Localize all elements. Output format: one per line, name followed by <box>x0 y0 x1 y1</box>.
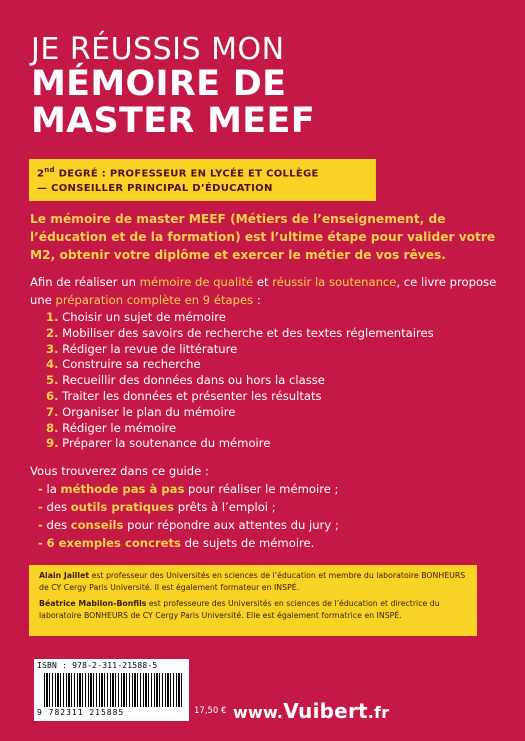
title-line-3: MASTER MEEF <box>31 101 315 141</box>
guide-item-post: pour réaliser le mémoire ; <box>184 482 339 496</box>
title-line-1: JE RÉUSSIS MON <box>31 32 285 67</box>
step-item <box>46 357 434 373</box>
step-number: 5. <box>46 373 59 388</box>
guide-item <box>30 480 339 498</box>
author-description: est professeure des Universités en sciences de l’éducation et directrice du laboratoire BONHEURS de CY Cergy Paris Université. Elle est également formatrice en INSPÉ. <box>39 599 440 620</box>
steps-list <box>46 310 434 452</box>
step-number: 2. <box>46 325 59 340</box>
guide-item-bold: outils pratiques <box>70 500 175 514</box>
step-number: 3. <box>46 341 59 356</box>
book-title <box>31 34 315 140</box>
authors-box <box>29 565 477 636</box>
barcode-box <box>34 659 189 721</box>
step-text: Construire sa recherche <box>62 357 201 372</box>
title-line-2: MÉMOIRE DE <box>31 64 287 104</box>
step-text: Recueillir des données dans ou hors la classe <box>62 373 325 388</box>
price: 17,50 € <box>194 706 227 716</box>
intro-text-1: Afin de réaliser un <box>30 275 140 289</box>
guide-item-post: prêts à l’emploi ; <box>174 500 276 514</box>
guide-item-bold: méthode pas à pas <box>60 482 185 496</box>
logo-www: www. <box>233 703 284 722</box>
step-text: Traiter les données et présenter les résultats <box>62 388 322 403</box>
barcode-icon <box>44 673 184 707</box>
step-number: 9. <box>46 436 59 451</box>
intro-text-2: et <box>253 275 273 289</box>
step-item <box>46 436 434 452</box>
intro-highlight-1: mémoire de qualité <box>139 275 254 289</box>
step-number: 4. <box>46 357 59 372</box>
step-item <box>46 342 434 358</box>
guide-item-post: pour répondre aux attentes du jury ; <box>123 518 339 532</box>
degree-superscript: nd <box>44 166 55 174</box>
guide-item <box>30 516 339 534</box>
author-name: Alain Jaillet <box>39 571 90 580</box>
dash-bullet: - <box>38 518 43 532</box>
intro-text-3: , ce livre propose une <box>30 275 497 307</box>
step-number: 1. <box>46 310 59 324</box>
degree-number: 2 <box>37 168 45 180</box>
step-item <box>46 326 434 342</box>
author-description: est professeur des Universités en sciences de l’éducation et membre du laboratoire BONHEURS de CY Cergy Paris Université. Il est également formateur en INSPÉ. <box>39 571 466 592</box>
guide-item-bold: conseils <box>70 518 124 532</box>
step-item <box>46 421 434 437</box>
intro-paragraph <box>30 273 500 309</box>
isbn-label: ISBN : 978-2-311-21588-5 <box>37 661 158 670</box>
step-text: Choisir un sujet de mémoire <box>62 310 226 324</box>
logo-brand: Vuibert <box>283 699 368 723</box>
intro-highlight-2: réussir la soutenance <box>272 275 397 289</box>
barcode-number: 9 782311 215885 <box>37 708 125 717</box>
logo-tld: .fr <box>367 703 390 722</box>
intro-text-4: : <box>253 293 261 307</box>
guide-item-pre: des <box>46 518 71 532</box>
degree-text: DEGRÉ : PROFESSEUR EN LYCÉE ET COLLÈGE <box>54 168 319 180</box>
guide-item <box>30 498 339 516</box>
guide-item-pre: la <box>46 482 61 496</box>
step-text: Mobiliser des savoirs de recherche et des textes réglementaires <box>62 325 434 340</box>
dash-bullet: - <box>38 482 43 496</box>
guide-item-pre: des <box>46 500 71 514</box>
guide-section <box>30 462 339 552</box>
step-text: Préparer la soutenance du mémoire <box>62 436 271 451</box>
step-item <box>46 405 434 421</box>
degree-banner <box>29 159 376 201</box>
dash-bullet: - <box>38 500 43 514</box>
step-text: Rédiger le mémoire <box>62 420 177 435</box>
guide-item <box>30 534 339 552</box>
guide-intro: Vous trouverez dans ce guide : <box>30 464 209 478</box>
lead-paragraph: Le mémoire de master MEEF (Métiers de l’enseignement, de l’éducation et de la formation) est l’ultime étape pour valider votre M2, obtenir votre diplôme et exercer le métier de vos rêves. <box>30 212 496 262</box>
intro-highlight-3: préparation complète en 9 étapes <box>55 293 254 307</box>
step-text: Organiser le plan du mémoire <box>62 404 236 419</box>
step-text: Rédiger la revue de littérature <box>62 341 238 356</box>
guide-item-bold: 6 exemples concrets <box>46 536 181 550</box>
publisher-logo <box>233 699 389 723</box>
step-item <box>46 373 434 389</box>
degree-line-1 <box>37 163 368 181</box>
author-bio <box>39 598 467 622</box>
step-item <box>46 389 434 405</box>
dash-bullet: - <box>38 536 43 550</box>
step-number: 8. <box>46 420 59 435</box>
author-bio <box>39 570 467 594</box>
step-number: 6. <box>46 388 59 403</box>
author-name: Béatrice Mabilon-Bonfils <box>39 599 147 608</box>
step-number: 7. <box>46 404 59 419</box>
guide-item-post: de sujets de mémoire. <box>180 536 315 550</box>
step-item <box>46 310 434 326</box>
degree-line-2: — CONSEILLER PRINCIPAL D’ÉDUCATION <box>37 183 273 195</box>
